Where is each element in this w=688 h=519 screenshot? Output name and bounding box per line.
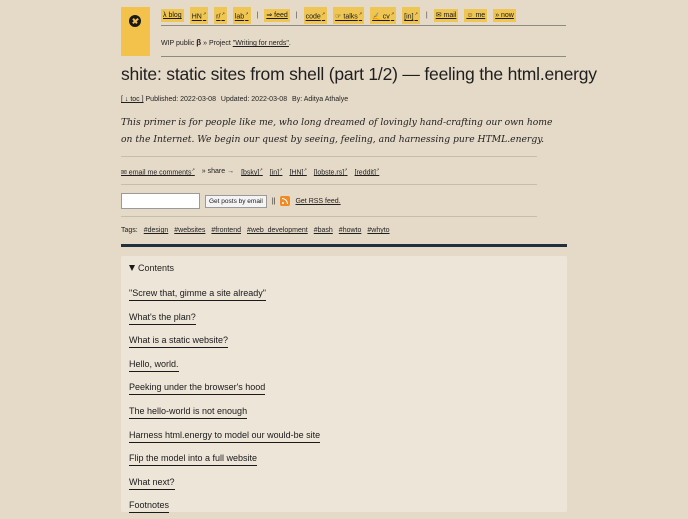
toc-item-link[interactable]: "Screw that, gimme a site already" xyxy=(129,288,266,301)
list-item xyxy=(129,330,320,354)
tag-link[interactable]: #design xyxy=(143,227,169,234)
nav-separator: | xyxy=(295,12,298,19)
nav-divider xyxy=(161,25,566,26)
toc-item-link[interactable]: Footnotes xyxy=(129,500,169,513)
list-item xyxy=(129,283,320,307)
nav-lab[interactable]: lab↗ xyxy=(233,7,251,23)
subscribe-separator: || xyxy=(271,197,276,205)
tag-link[interactable]: #howto xyxy=(338,227,362,234)
toc-item-link[interactable]: Flip the model into a full website xyxy=(129,453,257,466)
nav-separator: | xyxy=(256,12,259,19)
toc-link[interactable]: [ ↓ toc ] xyxy=(121,96,144,103)
tags-label: Tags: xyxy=(121,227,138,234)
email-subscribe-input[interactable] xyxy=(121,193,200,209)
share-bar xyxy=(121,167,379,176)
rss-icon[interactable] xyxy=(280,196,290,206)
external-link-icon: ↗ xyxy=(321,11,326,17)
toc-item-link[interactable]: Hello, world. xyxy=(129,359,179,372)
logo-mark-icon xyxy=(129,15,141,27)
page-title: shite: static sites from shell (part 1/2) — feeling the html.energy xyxy=(121,64,597,84)
tag-link[interactable]: #bash xyxy=(313,227,333,234)
list-item xyxy=(129,377,320,401)
author: By: Aditya Athalye xyxy=(292,96,349,103)
nav-cv[interactable]: ✍ cv↗ xyxy=(370,7,396,23)
nav-mail[interactable]: ✉ mail xyxy=(434,9,459,22)
external-link-icon: ↗ xyxy=(221,11,225,17)
external-link-icon: ↗ xyxy=(259,167,263,172)
toc-item-link[interactable]: Harness html.energy to model our would-be site xyxy=(129,430,320,443)
list-item xyxy=(129,354,320,378)
external-link-icon: ↗ xyxy=(414,11,418,17)
list-item xyxy=(129,448,320,472)
list-item xyxy=(129,425,320,449)
toc-item-link[interactable]: What is a static website? xyxy=(129,335,228,348)
tag-link[interactable]: #websites xyxy=(174,227,206,234)
toc-item-link[interactable]: The hello-world is not enough xyxy=(129,406,247,419)
tag-link[interactable]: #frontend xyxy=(211,227,241,234)
toc-item-link[interactable]: Peeking under the browser's hood xyxy=(129,382,265,395)
post-meta xyxy=(121,96,351,103)
list-item xyxy=(129,307,320,331)
divider xyxy=(121,156,537,157)
tag-link[interactable]: #web_development xyxy=(247,227,308,234)
updated-date: Updated: 2022-03-08 xyxy=(220,96,288,103)
nav-linkedin[interactable]: [in]↗ xyxy=(402,7,420,23)
toc-summary[interactable] xyxy=(129,263,174,273)
share-reddit[interactable]: [reddit]↗ xyxy=(354,167,380,177)
nav-reddit[interactable]: r/↗ xyxy=(214,7,227,23)
project-line xyxy=(161,38,291,47)
tag-link[interactable]: #whyto xyxy=(367,227,390,234)
nav-now[interactable]: » now xyxy=(493,9,516,22)
beta-badge: β xyxy=(196,38,202,47)
section-divider xyxy=(121,244,567,247)
share-hn[interactable]: [HN]↗ xyxy=(289,167,307,177)
external-link-icon: ↗ xyxy=(390,11,395,17)
site-logo[interactable] xyxy=(121,7,150,56)
project-link[interactable]: "Writing for nerds" xyxy=(232,40,289,47)
rss-feed-link[interactable]: Get RSS feed. xyxy=(295,197,341,205)
nav-feed[interactable]: ⇒ feed xyxy=(264,9,289,22)
table-of-contents xyxy=(121,256,567,512)
email-comments-link[interactable]: ✉ email me comments↗ xyxy=(121,167,195,177)
external-link-icon: ↗ xyxy=(303,167,307,172)
external-link-icon: ↗ xyxy=(191,167,195,172)
project-prefix: » Project xyxy=(203,40,231,47)
article-lede: This primer is for people like me, who long dreamed of lovingly hand-crafting our own home on the Internet. We begin our quest by seeing, feeling, and harnessing pure HTML.energy. xyxy=(121,117,553,145)
nav-hn[interactable]: HN↗ xyxy=(190,7,208,23)
external-link-icon: ↗ xyxy=(245,11,249,17)
toc-heading: Contents xyxy=(138,263,175,273)
project-divider xyxy=(161,56,566,57)
subscribe-bar xyxy=(121,193,341,209)
share-linkedin[interactable]: [in]↗ xyxy=(269,167,283,177)
external-link-icon: ↗ xyxy=(358,11,363,17)
external-link-icon: ↗ xyxy=(202,11,207,17)
list-item xyxy=(129,472,320,496)
nav-code[interactable]: code↗ xyxy=(304,7,328,23)
external-link-icon: ↗ xyxy=(279,167,283,172)
nav-separator: | xyxy=(425,12,428,19)
list-item xyxy=(129,401,320,425)
project-suffix: . xyxy=(288,40,291,47)
toc-item-link[interactable]: What next? xyxy=(129,477,175,490)
nav-me[interactable]: ☺ me xyxy=(464,9,487,22)
disclosure-triangle-icon xyxy=(129,265,135,271)
toc-list xyxy=(129,283,320,519)
get-posts-by-email-button[interactable]: Get posts by email xyxy=(205,195,267,208)
share-bsky[interactable]: [bsky]↗ xyxy=(241,167,263,177)
nav-blog[interactable]: λ blog xyxy=(161,9,184,22)
share-label: » share → xyxy=(201,168,235,176)
list-item xyxy=(129,495,320,519)
toc-item-link[interactable]: What's the plan? xyxy=(129,312,196,325)
divider xyxy=(121,184,537,185)
published-date: Published: 2022-03-08 xyxy=(145,96,216,103)
divider xyxy=(121,216,537,217)
external-link-icon: ↗ xyxy=(344,167,348,172)
nav-talks[interactable]: ☞ talks↗ xyxy=(333,7,364,23)
wip-label: WIP public xyxy=(161,40,195,47)
tag-list xyxy=(121,227,390,234)
external-link-icon: ↗ xyxy=(375,167,380,172)
top-nav xyxy=(161,8,566,23)
share-lobsters[interactable]: [lobste.rs]↗ xyxy=(313,167,348,177)
